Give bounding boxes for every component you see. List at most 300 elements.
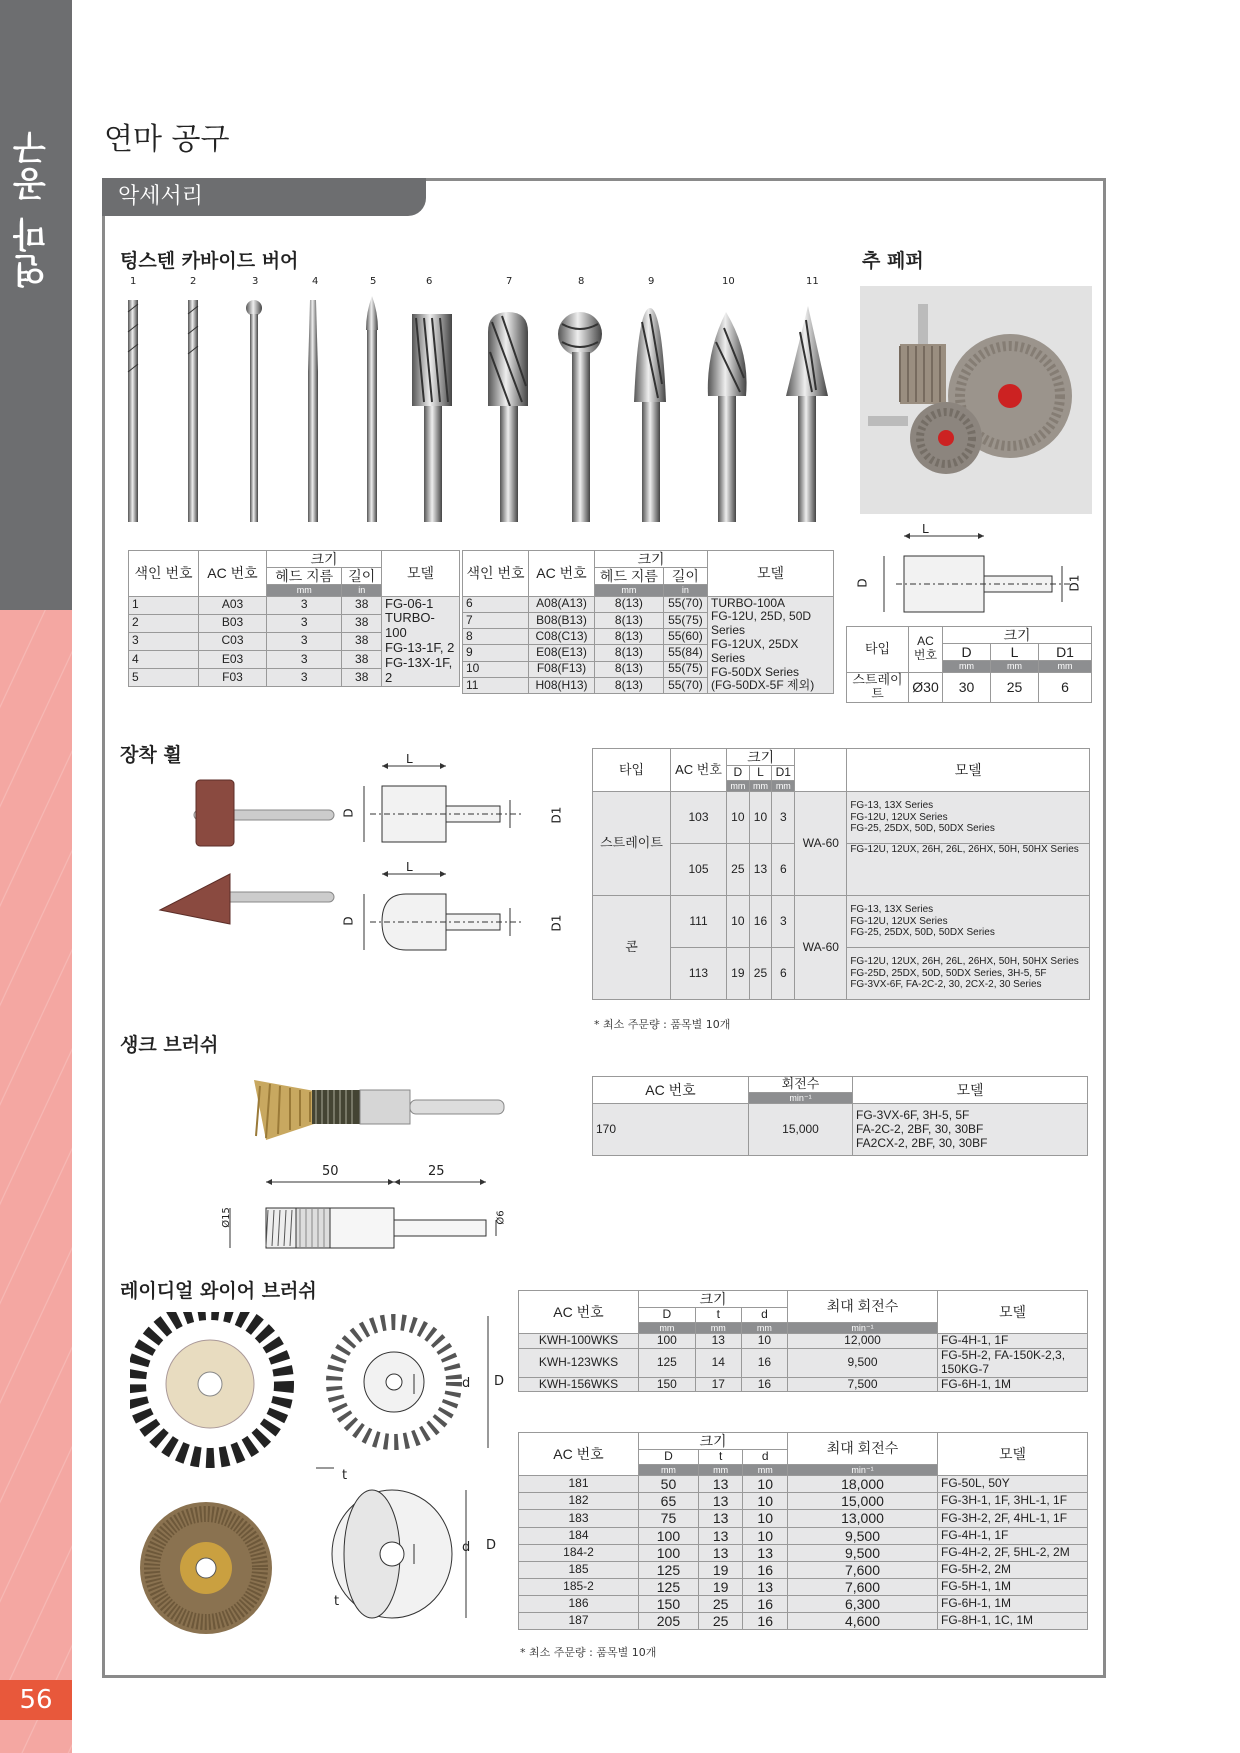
model-line: FG-12UX, 25DX Series bbox=[711, 636, 799, 665]
model-cell bbox=[847, 948, 1090, 1000]
cell: 16 bbox=[743, 1561, 788, 1578]
wheel-label-D: D bbox=[341, 916, 356, 926]
col-ac: AC 번호 bbox=[529, 551, 595, 597]
cell: 6 bbox=[1039, 672, 1092, 703]
col-rpm: 최대 회전수 bbox=[788, 1433, 938, 1465]
page-number: 56 bbox=[0, 1680, 72, 1720]
col-ac: AC 번호 bbox=[671, 749, 727, 792]
section-tab: 악세서리 bbox=[102, 178, 426, 216]
cell: B08(B13) bbox=[529, 612, 595, 628]
cell: 7 bbox=[463, 612, 529, 628]
table-row bbox=[593, 896, 1090, 948]
index-number: 4 bbox=[312, 276, 319, 287]
shank-dim-25: 25 bbox=[428, 1164, 445, 1179]
cell: FG-4H-2, 2F, 5HL-2, 2M bbox=[938, 1544, 1088, 1561]
cell: 2 bbox=[129, 614, 199, 632]
model-line: FG-25, 25DX, 50D, 50DX Series bbox=[850, 927, 995, 939]
model-line: FG-13X-1F, 2 bbox=[385, 655, 453, 686]
cell: 13 bbox=[749, 844, 772, 896]
col-d: d bbox=[743, 1450, 788, 1465]
cell: 38 bbox=[342, 632, 382, 650]
unit-mm: mm bbox=[1039, 661, 1092, 672]
cell: 8(13) bbox=[595, 612, 664, 628]
index-number: 7 bbox=[506, 276, 513, 287]
model-line: FG-06-1 bbox=[385, 595, 434, 611]
col-D: D bbox=[639, 1450, 699, 1465]
col-model: 모델 bbox=[847, 749, 1090, 792]
cell: FG-5H-1, 1M bbox=[938, 1578, 1088, 1595]
cell: 3 bbox=[129, 632, 199, 650]
cell: 12,000 bbox=[788, 1334, 938, 1349]
radial-title: 레이디얼 와이어 브러쉬 bbox=[120, 1280, 317, 1302]
cell: 55(75) bbox=[663, 661, 707, 677]
cell: E08(E13) bbox=[529, 645, 595, 661]
cell: E03 bbox=[199, 650, 267, 668]
col-D: D bbox=[639, 1308, 696, 1323]
cell: 125 bbox=[639, 1349, 696, 1378]
unit-rpm: min⁻¹ bbox=[749, 1092, 853, 1103]
cell: 38 bbox=[342, 669, 382, 687]
unit-mm: mm bbox=[741, 1322, 787, 1333]
wheel-label-D1: D1 bbox=[549, 914, 564, 932]
cell: FG-5H-2, FA-150K-2,3, 150KG-7 bbox=[938, 1349, 1088, 1378]
model-line: TURBO-100A bbox=[711, 595, 786, 610]
cell: 55(75) bbox=[663, 612, 707, 628]
radial-label-t: t bbox=[334, 1594, 340, 1609]
radial-label-t: t bbox=[342, 1468, 348, 1483]
unit-in: in bbox=[663, 585, 707, 596]
cell: 3 bbox=[772, 896, 795, 948]
cell: 13,000 bbox=[788, 1510, 938, 1527]
col-ac: AC 번호 bbox=[909, 627, 943, 673]
wheel-label-D1: D1 bbox=[549, 806, 564, 824]
table-row bbox=[519, 1476, 1088, 1493]
table-row bbox=[593, 792, 1090, 844]
model-line: FG-13, 13X Series bbox=[850, 904, 934, 916]
cell: 55(84) bbox=[663, 645, 707, 661]
cell: F08(F13) bbox=[529, 661, 595, 677]
burr-index-row bbox=[110, 276, 840, 290]
cell: 55(70) bbox=[663, 596, 707, 612]
cell: 8(13) bbox=[595, 661, 664, 677]
cell: 183 bbox=[519, 1510, 639, 1527]
cell: 30 bbox=[943, 672, 991, 703]
burr-model-cell bbox=[382, 596, 460, 687]
col-l: L bbox=[991, 644, 1039, 661]
cell: 9,500 bbox=[788, 1527, 938, 1544]
cell: 13 bbox=[698, 1527, 743, 1544]
cell: WA-60 bbox=[795, 896, 847, 1000]
model-line: FG-3VX-6F, FA-2C-2, 30, 2CX-2, 30 Series bbox=[850, 979, 1042, 991]
radial-table-2 bbox=[518, 1432, 1088, 1630]
cell: FG-3H-2, 2F, 4HL-1, 1F bbox=[938, 1510, 1088, 1527]
cell: 3 bbox=[267, 632, 342, 650]
table-row bbox=[463, 596, 834, 612]
radial-brush-photos bbox=[130, 1312, 300, 1642]
cell: 13 bbox=[698, 1544, 743, 1561]
unit-rpm: min⁻¹ bbox=[788, 1464, 938, 1475]
cell: 8(13) bbox=[595, 596, 664, 612]
burr-title: 텅스텐 카바이드 버어 bbox=[120, 250, 299, 272]
col-rpm: 회전수 bbox=[749, 1077, 853, 1093]
cell: 184-2 bbox=[519, 1544, 639, 1561]
shank-dim-dia6: Ø6 bbox=[495, 1210, 507, 1225]
cell: 181 bbox=[519, 1476, 639, 1493]
cell: C03 bbox=[199, 632, 267, 650]
col-index: 색인 번호 bbox=[129, 551, 199, 597]
col-size: 크기 bbox=[943, 627, 1092, 644]
cell: 100 bbox=[639, 1544, 699, 1561]
cell: 8(13) bbox=[595, 677, 664, 693]
index-number: 1 bbox=[130, 276, 137, 287]
min-order-note: * 최소 주문량 : 품목별 10개 bbox=[594, 1018, 731, 1031]
model-line: FG-25, 25DX, 50D, 50DX Series bbox=[850, 823, 995, 835]
cell: FG-5H-2, 2M bbox=[938, 1561, 1088, 1578]
cell: 111 bbox=[671, 896, 727, 948]
unit-mm: mm bbox=[639, 1322, 696, 1333]
col-model: 모델 bbox=[708, 551, 834, 597]
cell: 187 bbox=[519, 1612, 639, 1629]
cell: 8 bbox=[463, 629, 529, 645]
cell: 스트레이트 bbox=[593, 792, 671, 896]
cell: 170 bbox=[593, 1104, 749, 1156]
cell: 16 bbox=[743, 1595, 788, 1612]
cell: 13 bbox=[698, 1476, 743, 1493]
cell: 4,600 bbox=[788, 1612, 938, 1629]
cell: FG-8H-1, 1C, 1M bbox=[938, 1612, 1088, 1629]
index-number: 10 bbox=[722, 276, 735, 287]
cell: 182 bbox=[519, 1493, 639, 1510]
cell: 콘 bbox=[593, 896, 671, 1000]
col-ac: AC 번호 bbox=[519, 1291, 639, 1334]
table-row bbox=[847, 672, 1092, 703]
cell: FG-4H-1, 1F bbox=[938, 1527, 1088, 1544]
model-line: FG-12U, 12UX Series bbox=[850, 811, 948, 823]
cell: 19 bbox=[727, 948, 750, 1000]
col-length: 길이 bbox=[342, 568, 382, 585]
wheel-table bbox=[592, 748, 1090, 1000]
cell: WA-60 bbox=[795, 792, 847, 896]
table-row bbox=[593, 1104, 1088, 1156]
col-l: L bbox=[749, 766, 772, 781]
cell: FG-50L, 50Y bbox=[938, 1476, 1088, 1493]
cell: 150 bbox=[639, 1595, 699, 1612]
wheel-photos bbox=[150, 770, 340, 940]
cell: 9,500 bbox=[788, 1349, 938, 1378]
cell: FG-3H-1, 1F, 3HL-1, 1F bbox=[938, 1493, 1088, 1510]
radial-table-1 bbox=[518, 1290, 1088, 1392]
cell: 17 bbox=[695, 1377, 741, 1392]
cell: 13 bbox=[695, 1334, 741, 1349]
unit-rpm: min⁻¹ bbox=[788, 1322, 938, 1333]
table-row bbox=[519, 1527, 1088, 1544]
wheel-label-L: L bbox=[406, 860, 413, 874]
cell: 13 bbox=[698, 1510, 743, 1527]
col-length: 길이 bbox=[663, 568, 707, 585]
cell: 9,500 bbox=[788, 1544, 938, 1561]
sidebar bbox=[0, 0, 72, 610]
cell: 16 bbox=[743, 1612, 788, 1629]
unit-mm: mm bbox=[695, 1322, 741, 1333]
model-cell bbox=[853, 1104, 1088, 1156]
index-number: 11 bbox=[806, 276, 819, 287]
col-model: 모델 bbox=[853, 1077, 1088, 1104]
cell: 150 bbox=[639, 1377, 696, 1392]
model-line: FG-13, 13X Series bbox=[850, 800, 934, 812]
col-model: 모델 bbox=[938, 1291, 1088, 1334]
col-ac: AC 번호 bbox=[593, 1077, 749, 1104]
cell: 13 bbox=[698, 1493, 743, 1510]
cell: 6,300 bbox=[788, 1595, 938, 1612]
cell: 10 bbox=[743, 1493, 788, 1510]
flap-label-L: L bbox=[922, 522, 929, 536]
index-number: 6 bbox=[426, 276, 433, 287]
cell: 19 bbox=[698, 1561, 743, 1578]
wheel-label-L: L bbox=[406, 752, 413, 766]
cell: 55(60) bbox=[663, 629, 707, 645]
shank-dim-50: 50 bbox=[322, 1164, 339, 1179]
table-row bbox=[519, 1595, 1088, 1612]
col-head: 헤드 지름 bbox=[267, 568, 342, 585]
cell: 185-2 bbox=[519, 1578, 639, 1595]
cell: 10 bbox=[727, 792, 750, 844]
cell: 113 bbox=[671, 948, 727, 1000]
index-number: 2 bbox=[190, 276, 197, 287]
cell: 65 bbox=[639, 1493, 699, 1510]
col-size: 크기 bbox=[267, 551, 382, 568]
table-row bbox=[519, 1349, 1088, 1378]
cell: B03 bbox=[199, 614, 267, 632]
table-row bbox=[129, 596, 460, 614]
cell: 205 bbox=[639, 1612, 699, 1629]
col-d: D bbox=[943, 644, 991, 661]
burr-illustrations bbox=[110, 292, 850, 522]
cell: 10 bbox=[743, 1476, 788, 1493]
burr-table-2 bbox=[462, 550, 834, 694]
model-line: FG-12U, 12UX, 26H, 26L, 26HX, 50H, 50HX Series bbox=[850, 844, 1079, 856]
table-row bbox=[519, 1612, 1088, 1629]
radial-label-d: d bbox=[462, 1376, 471, 1391]
model-cell bbox=[847, 896, 1090, 948]
flap-title: 추 페퍼 bbox=[862, 250, 924, 272]
cell: 6 bbox=[463, 596, 529, 612]
cell: 38 bbox=[342, 596, 382, 614]
cell: 16 bbox=[749, 896, 772, 948]
cell: 18,000 bbox=[788, 1476, 938, 1493]
col-model: 모델 bbox=[382, 551, 460, 597]
burr-model-cell bbox=[708, 596, 834, 694]
unit-mm: mm bbox=[267, 585, 342, 596]
table-row bbox=[519, 1493, 1088, 1510]
cell: 125 bbox=[639, 1561, 699, 1578]
wheel-diagrams bbox=[346, 752, 566, 962]
col-t: t bbox=[698, 1450, 743, 1465]
unit-mm: mm bbox=[639, 1464, 699, 1475]
radial-label-D: D bbox=[494, 1374, 505, 1389]
cell: 100 bbox=[639, 1527, 699, 1544]
page-title: 연마 공구 bbox=[104, 122, 230, 157]
model-line: FA-2C-2, 2BF, 30, 30BF bbox=[856, 1121, 984, 1136]
index-number: 3 bbox=[252, 276, 259, 287]
cell: 185 bbox=[519, 1561, 639, 1578]
cell: 50 bbox=[639, 1476, 699, 1493]
cell: 10 bbox=[749, 792, 772, 844]
cell: KWH-123WKS bbox=[519, 1349, 639, 1378]
table-row bbox=[519, 1561, 1088, 1578]
cell: 14 bbox=[695, 1349, 741, 1378]
cell: FG-4H-1, 1F bbox=[938, 1334, 1088, 1349]
model-line: FG-25D, 25DX, 50D, 50DX Series, 3H-5, 5F bbox=[850, 967, 1047, 979]
cell: 184 bbox=[519, 1527, 639, 1544]
cell: F03 bbox=[199, 669, 267, 687]
col-d: d bbox=[741, 1308, 787, 1323]
col-t: t bbox=[695, 1308, 741, 1323]
cell: 3 bbox=[267, 614, 342, 632]
cell: 13 bbox=[743, 1544, 788, 1561]
cell: 25 bbox=[698, 1612, 743, 1629]
shank-diagram bbox=[210, 1164, 520, 1264]
shank-brush-photo bbox=[250, 1070, 510, 1150]
cell: 13 bbox=[743, 1578, 788, 1595]
radial-label-D: D bbox=[486, 1538, 497, 1553]
col-type: 타입 bbox=[593, 749, 671, 792]
sidebar-label: 연마 공구 bbox=[13, 130, 53, 288]
flap-label-D1: D1 bbox=[1067, 574, 1082, 592]
cell: 25 bbox=[698, 1595, 743, 1612]
model-line: FA2CX-2, 2BF, 30, 30BF bbox=[856, 1135, 988, 1150]
radial-label-d: d bbox=[462, 1540, 471, 1555]
cell: 3 bbox=[267, 650, 342, 668]
col-ac: AC 번호 bbox=[199, 551, 267, 597]
col-size: 크기 bbox=[727, 749, 795, 766]
cell: 15,000 bbox=[749, 1104, 853, 1156]
cell: 10 bbox=[463, 661, 529, 677]
shank-dim-dia15: Ø15 bbox=[220, 1207, 232, 1228]
table-row bbox=[519, 1510, 1088, 1527]
cell: 11 bbox=[463, 677, 529, 693]
model-line: TURBO-100 bbox=[385, 610, 435, 641]
cell: 38 bbox=[342, 650, 382, 668]
col-head: 헤드 지름 bbox=[595, 568, 664, 585]
cell: 3 bbox=[267, 669, 342, 687]
cell: 10 bbox=[743, 1510, 788, 1527]
flap-label-D: D bbox=[855, 578, 870, 588]
cell: KWH-100WKS bbox=[519, 1334, 639, 1349]
col-d: D bbox=[727, 766, 750, 781]
cell: 19 bbox=[698, 1578, 743, 1595]
cell: 75 bbox=[639, 1510, 699, 1527]
col-size: 크기 bbox=[595, 551, 708, 568]
col-index: 색인 번호 bbox=[463, 551, 529, 597]
unit-mm: mm bbox=[991, 661, 1039, 672]
model-cell bbox=[847, 844, 1090, 896]
cell: 3 bbox=[772, 792, 795, 844]
cell: 25 bbox=[727, 844, 750, 896]
cell: 8(13) bbox=[595, 629, 664, 645]
index-number: 5 bbox=[370, 276, 377, 287]
shank-table bbox=[592, 1076, 1088, 1156]
col-size: 크기 bbox=[639, 1291, 788, 1308]
cell: H08(H13) bbox=[529, 677, 595, 693]
cell: 38 bbox=[342, 614, 382, 632]
index-number: 9 bbox=[648, 276, 655, 287]
col-d1: D1 bbox=[1039, 644, 1092, 661]
col-grade bbox=[795, 749, 847, 792]
cell: 10 bbox=[743, 1527, 788, 1544]
cell: 9 bbox=[463, 645, 529, 661]
model-line: FG-12U, 12UX Series bbox=[850, 915, 948, 927]
cell: 100 bbox=[639, 1334, 696, 1349]
wheel-title: 장착 휠 bbox=[120, 744, 182, 766]
cell: 10 bbox=[727, 896, 750, 948]
unit-mm: mm bbox=[743, 1464, 788, 1475]
unit-mm: mm bbox=[698, 1464, 743, 1475]
cell: Ø30 bbox=[909, 672, 943, 703]
cell: A03 bbox=[199, 596, 267, 614]
cell: KWH-156WKS bbox=[519, 1377, 639, 1392]
table-row bbox=[519, 1334, 1088, 1349]
cell: 6 bbox=[772, 948, 795, 1000]
unit-mm: mm bbox=[595, 585, 664, 596]
cell: 스트레이트 bbox=[847, 672, 909, 703]
cell: 105 bbox=[671, 844, 727, 896]
col-size: 크기 bbox=[639, 1433, 788, 1450]
model-line: FG-13-1F, 2 bbox=[385, 640, 455, 656]
cell: FG-6H-1, 1M bbox=[938, 1377, 1088, 1392]
cell: 7,600 bbox=[788, 1561, 938, 1578]
cell: 103 bbox=[671, 792, 727, 844]
shank-title: 생크 브러쉬 bbox=[120, 1034, 219, 1056]
cell: 3 bbox=[267, 596, 342, 614]
cell: 25 bbox=[991, 672, 1039, 703]
model-line: FG-12U, 25D, 50D Series bbox=[711, 609, 812, 638]
flap-table bbox=[846, 626, 1092, 703]
cell: 15,000 bbox=[788, 1493, 938, 1510]
model-line: FG-50DX Series bbox=[711, 664, 800, 679]
cell: 7,500 bbox=[788, 1377, 938, 1392]
unit-mm: mm bbox=[943, 661, 991, 672]
cell: C08(C13) bbox=[529, 629, 595, 645]
cell: 125 bbox=[639, 1578, 699, 1595]
table-row bbox=[519, 1578, 1088, 1595]
radial-diagrams bbox=[316, 1300, 516, 1630]
unit-mm: mm bbox=[749, 780, 772, 791]
col-d1: D1 bbox=[772, 766, 795, 781]
flap-diagram bbox=[856, 522, 1088, 620]
cell: 8(13) bbox=[595, 645, 664, 661]
cell: 10 bbox=[741, 1334, 787, 1349]
cell: 16 bbox=[741, 1349, 787, 1378]
wheel-label-D: D bbox=[341, 808, 356, 818]
cell: 1 bbox=[129, 596, 199, 614]
min-order-note: * 최소 주문량 : 품목별 10개 bbox=[520, 1646, 657, 1659]
model-line: FG-12U, 12UX, 26H, 26L, 26HX, 50H, 50HX Series bbox=[850, 956, 1079, 968]
col-ac: AC 번호 bbox=[519, 1433, 639, 1476]
cell: 6 bbox=[772, 844, 795, 896]
index-number: 8 bbox=[578, 276, 585, 287]
flap-wheel-photo bbox=[860, 286, 1092, 514]
unit-mm: mm bbox=[772, 780, 795, 791]
sidebar-pattern bbox=[0, 610, 72, 1753]
cell: 55(70) bbox=[663, 677, 707, 693]
burr-table-1 bbox=[128, 550, 460, 687]
cell: 7,600 bbox=[788, 1578, 938, 1595]
model-line: (FG-50DX-5F 제외) bbox=[711, 678, 815, 693]
cell: FG-6H-1, 1M bbox=[938, 1595, 1088, 1612]
cell: 5 bbox=[129, 669, 199, 687]
unit-in: in bbox=[342, 585, 382, 596]
table-row bbox=[519, 1377, 1088, 1392]
